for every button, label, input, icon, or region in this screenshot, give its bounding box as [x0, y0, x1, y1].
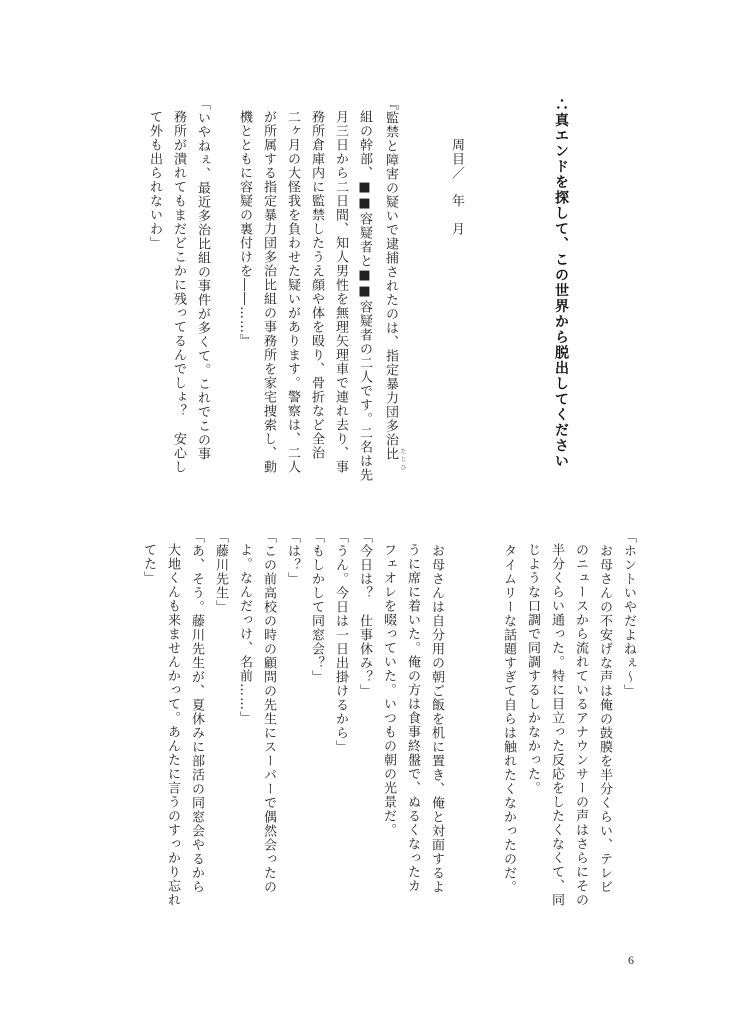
quote-line-2: 務所が潰れてもまだどこかに残ってるんでしょ？ 安心し	[171, 110, 186, 474]
lower-line-1: 「ホントいやだよねぇ～」	[621, 530, 636, 698]
chapter-title: ∴真エンドを探して、この世界から脱出してください	[553, 97, 569, 469]
lower-line-13: 「もしかして同窓会？」	[309, 530, 324, 684]
lower-line-15: 「この前高校の時の顧問の先生にスーパーで偶然会ったの	[261, 530, 276, 894]
quote-line-1: 「いやねぇ、最近多治比組の事件が多くて。これでこの事	[195, 97, 210, 461]
news-line-2: 組の幹部、■■容疑者と■■容疑者の二人です。二名は先	[357, 110, 372, 482]
lower-line-20: てた」	[141, 543, 156, 585]
lower-line-12: 「うん。今日は一日出掛けるから」	[333, 530, 348, 754]
news-line-1: 『監禁と障害の疑いで逮捕されたのは、指定暴力団多治比	[383, 97, 398, 461]
ruby-tajihi: たじひ	[399, 448, 406, 472]
news-line-3: 月三日から二日間、知人男性を無理矢理車で連れ去り、事	[333, 110, 348, 474]
news-line-5: 二ヶ月の大怪我を負わせた疑いがあります。警察は、二人	[285, 110, 300, 474]
news-line-6: が所属する指定暴力団多治比組の事務所を家宅捜索し、動	[261, 110, 276, 474]
date-line: 周目／ 年 月	[449, 138, 464, 236]
news-line-4: 務所倉庫内に監禁したうえ顔や体を殴り、骨折など全治	[309, 110, 324, 460]
lower-line-16: よ。なんだっけ、名前……」	[237, 543, 252, 725]
lower-line-8: お母さんは自分用の朝ご飯を机に置き、俺と対面するよ	[429, 530, 444, 894]
lower-line-5: じような口調で同調するしかなかった。	[525, 543, 540, 795]
lower-line-10: フェオレを啜っていた。いつもの朝の光景だ。	[381, 543, 396, 837]
lower-line-3: のニュースから流れているアナウンサーの声はさらにその	[573, 543, 588, 907]
page-number: 6	[628, 953, 634, 967]
quote-line-3: て外も出られないわ」	[147, 110, 162, 250]
lower-line-19: 大地くんも来ませんかって。あんたに言うのすっかり忘れ	[165, 543, 180, 907]
lower-line-11: 「今日は？ 仕事休み？」	[357, 530, 372, 698]
lower-line-6: タイムリーな話題すぎて自らは触れたくなかったのだ。	[501, 530, 516, 894]
news-line-7: 機とともに容疑の裏付けを――……』	[237, 110, 252, 348]
lower-line-18: 「あ、そう。藤川先生が、夏休みに部活の同窓会やるから	[189, 530, 204, 894]
lower-line-17: 「藤川先生」	[213, 530, 228, 614]
lower-line-2: お母さんの不安げな声は俺の鼓膜を半分くらい、テレビ	[597, 530, 612, 894]
lower-line-4: 半分くらい通った。特に目立った反応をしたくなくて、同	[549, 543, 564, 907]
lower-line-14: 「は？」	[285, 530, 300, 586]
lower-line-9: うに席に着いた。俺の方は食事終盤で、ぬるくなったカ	[405, 543, 420, 893]
